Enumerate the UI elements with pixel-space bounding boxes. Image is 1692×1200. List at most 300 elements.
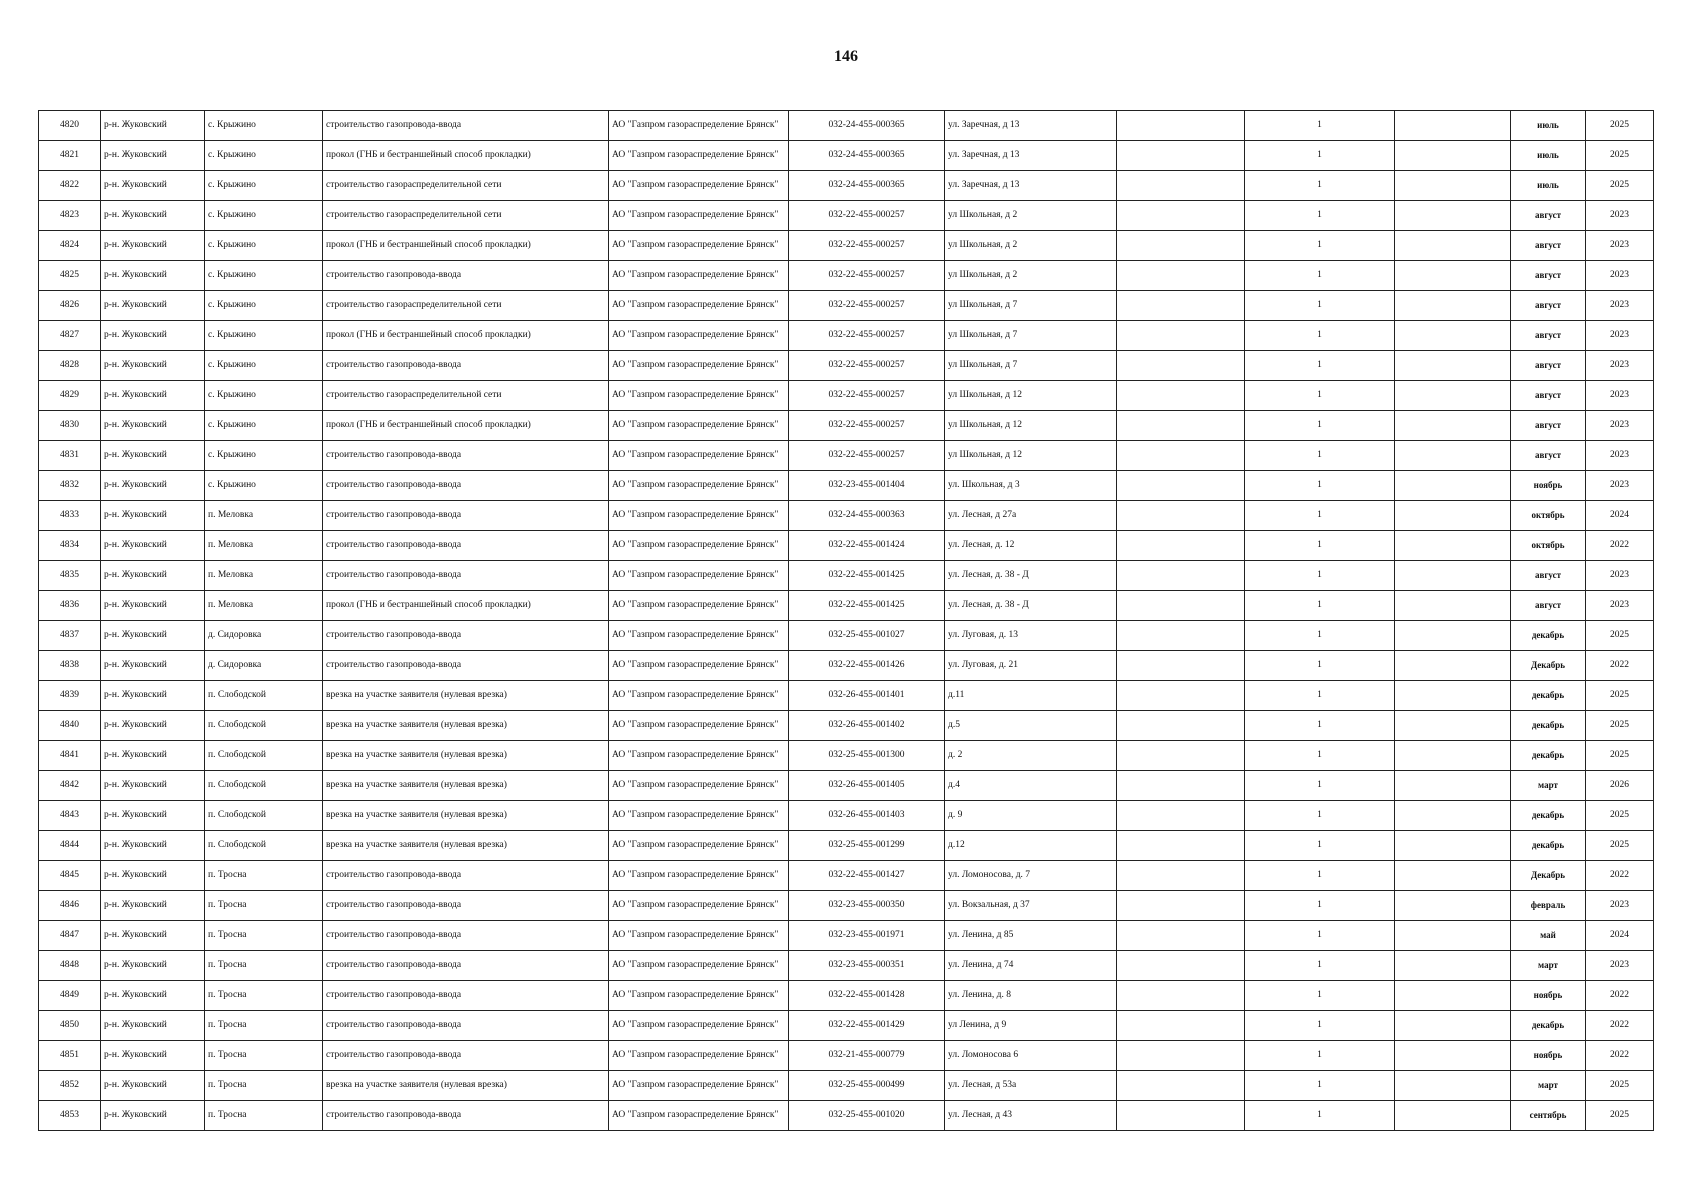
table-row <box>39 171 1654 201</box>
table-row <box>39 1011 1654 1041</box>
object-code-cell: 032-26-455-001405 <box>789 771 945 801</box>
empty-cell <box>1117 891 1245 921</box>
address-cell: ул Школьная, д 7 <box>945 321 1117 351</box>
organization-cell: АО "Газпром газораспределение Брянск" <box>609 261 789 291</box>
locality-cell: д. Сидоровка <box>205 651 323 681</box>
object-code-cell: 032-23-455-001971 <box>789 921 945 951</box>
page-number: 146 <box>834 48 858 65</box>
empty-cell <box>1395 771 1511 801</box>
quantity-cell: 1 <box>1245 231 1395 261</box>
work-type-cell: строительство газопровода-ввода <box>323 561 609 591</box>
quantity-cell: 1 <box>1245 1101 1395 1131</box>
address-cell: ул. Заречная, д 13 <box>945 141 1117 171</box>
month-cell: декабрь <box>1511 741 1586 771</box>
district-cell: р-н. Жуковский <box>101 501 205 531</box>
work-type-cell: врезка на участке заявителя (нулевая врезка) <box>323 1071 609 1101</box>
quantity-cell: 1 <box>1245 651 1395 681</box>
district-cell: р-н. Жуковский <box>101 231 205 261</box>
year-cell: 2025 <box>1586 801 1654 831</box>
empty-cell <box>1395 261 1511 291</box>
month-cell: март <box>1511 1071 1586 1101</box>
locality-cell: п. Меловка <box>205 591 323 621</box>
empty-cell <box>1117 201 1245 231</box>
month-cell: август <box>1511 261 1586 291</box>
year-cell: 2023 <box>1586 561 1654 591</box>
empty-cell <box>1395 561 1511 591</box>
object-code-cell: 032-26-455-001403 <box>789 801 945 831</box>
work-type-cell: врезка на участке заявителя (нулевая врезка) <box>323 711 609 741</box>
month-cell: ноябрь <box>1511 471 1586 501</box>
row-number: 4848 <box>39 951 101 981</box>
empty-cell <box>1395 471 1511 501</box>
district-cell: р-н. Жуковский <box>101 291 205 321</box>
empty-cell <box>1117 471 1245 501</box>
year-cell: 2022 <box>1586 1041 1654 1071</box>
empty-cell <box>1395 651 1511 681</box>
empty-cell <box>1117 411 1245 441</box>
district-cell: р-н. Жуковский <box>101 471 205 501</box>
row-number: 4840 <box>39 711 101 741</box>
row-number: 4834 <box>39 531 101 561</box>
organization-cell: АО "Газпром газораспределение Брянск" <box>609 501 789 531</box>
table-row <box>39 831 1654 861</box>
address-cell: ул. Лесная, д. 38 - Д <box>945 561 1117 591</box>
month-cell: май <box>1511 921 1586 951</box>
month-cell: август <box>1511 291 1586 321</box>
district-cell: р-н. Жуковский <box>101 681 205 711</box>
object-code-cell: 032-24-455-000365 <box>789 171 945 201</box>
quantity-cell: 1 <box>1245 531 1395 561</box>
empty-cell <box>1117 741 1245 771</box>
year-cell: 2025 <box>1586 741 1654 771</box>
work-type-cell: строительство газопровода-ввода <box>323 891 609 921</box>
address-cell: ул. Луговая, д. 21 <box>945 651 1117 681</box>
organization-cell: АО "Газпром газораспределение Брянск" <box>609 861 789 891</box>
month-cell: декабрь <box>1511 711 1586 741</box>
table-row <box>39 951 1654 981</box>
locality-cell: с. Крыжино <box>205 261 323 291</box>
empty-cell <box>1395 171 1511 201</box>
object-code-cell: 032-24-455-000365 <box>789 111 945 141</box>
row-number: 4853 <box>39 1101 101 1131</box>
work-type-cell: строительство газопровода-ввода <box>323 621 609 651</box>
organization-cell: АО "Газпром газораспределение Брянск" <box>609 681 789 711</box>
month-cell: июль <box>1511 141 1586 171</box>
table-row <box>39 231 1654 261</box>
month-cell: март <box>1511 771 1586 801</box>
empty-cell <box>1395 231 1511 261</box>
organization-cell: АО "Газпром газораспределение Брянск" <box>609 291 789 321</box>
year-cell: 2023 <box>1586 891 1654 921</box>
table-row <box>39 291 1654 321</box>
object-code-cell: 032-25-455-001020 <box>789 1101 945 1131</box>
work-type-cell: прокол (ГНБ и бестраншейный способ прокладки) <box>323 231 609 261</box>
year-cell: 2023 <box>1586 591 1654 621</box>
organization-cell: АО "Газпром газораспределение Брянск" <box>609 321 789 351</box>
empty-cell <box>1117 651 1245 681</box>
quantity-cell: 1 <box>1245 891 1395 921</box>
district-cell: р-н. Жуковский <box>101 441 205 471</box>
object-code-cell: 032-22-455-001426 <box>789 651 945 681</box>
empty-cell <box>1117 561 1245 591</box>
object-code-cell: 032-22-455-000257 <box>789 411 945 441</box>
work-type-cell: врезка на участке заявителя (нулевая врезка) <box>323 771 609 801</box>
empty-cell <box>1117 321 1245 351</box>
object-code-cell: 032-25-455-001027 <box>789 621 945 651</box>
empty-cell <box>1117 291 1245 321</box>
organization-cell: АО "Газпром газораспределение Брянск" <box>609 951 789 981</box>
address-cell: ул. Луговая, д. 13 <box>945 621 1117 651</box>
empty-cell <box>1117 381 1245 411</box>
empty-cell <box>1117 501 1245 531</box>
quantity-cell: 1 <box>1245 471 1395 501</box>
locality-cell: с. Крыжино <box>205 141 323 171</box>
locality-cell: п. Тросна <box>205 921 323 951</box>
organization-cell: АО "Газпром газораспределение Брянск" <box>609 591 789 621</box>
row-number: 4837 <box>39 621 101 651</box>
quantity-cell: 1 <box>1245 921 1395 951</box>
address-cell: ул Школьная, д 2 <box>945 201 1117 231</box>
work-type-cell: врезка на участке заявителя (нулевая врезка) <box>323 801 609 831</box>
row-number: 4822 <box>39 171 101 201</box>
quantity-cell: 1 <box>1245 111 1395 141</box>
year-cell: 2026 <box>1586 771 1654 801</box>
empty-cell <box>1117 1011 1245 1041</box>
organization-cell: АО "Газпром газораспределение Брянск" <box>609 891 789 921</box>
work-type-cell: прокол (ГНБ и бестраншейный способ прокладки) <box>323 141 609 171</box>
work-type-cell: строительство газопровода-ввода <box>323 441 609 471</box>
month-cell: ноябрь <box>1511 1041 1586 1071</box>
district-cell: р-н. Жуковский <box>101 1071 205 1101</box>
row-number: 4846 <box>39 891 101 921</box>
table-row <box>39 441 1654 471</box>
quantity-cell: 1 <box>1245 741 1395 771</box>
district-cell: р-н. Жуковский <box>101 591 205 621</box>
address-cell: ул. Вокзальная, д 37 <box>945 891 1117 921</box>
work-type-cell: строительство газопровода-ввода <box>323 501 609 531</box>
locality-cell: п. Тросна <box>205 1071 323 1101</box>
empty-cell <box>1117 771 1245 801</box>
object-code-cell: 032-22-455-001424 <box>789 531 945 561</box>
address-cell: ул Школьная, д 12 <box>945 381 1117 411</box>
organization-cell: АО "Газпром газораспределение Брянск" <box>609 441 789 471</box>
quantity-cell: 1 <box>1245 621 1395 651</box>
district-cell: р-н. Жуковский <box>101 351 205 381</box>
address-cell: ул. Лесная, д 53а <box>945 1071 1117 1101</box>
district-cell: р-н. Жуковский <box>101 531 205 561</box>
empty-cell <box>1117 111 1245 141</box>
organization-cell: АО "Газпром газораспределение Брянск" <box>609 981 789 1011</box>
locality-cell: с. Крыжино <box>205 291 323 321</box>
year-cell: 2023 <box>1586 261 1654 291</box>
month-cell: ноябрь <box>1511 981 1586 1011</box>
organization-cell: АО "Газпром газораспределение Брянск" <box>609 651 789 681</box>
object-code-cell: 032-25-455-001299 <box>789 831 945 861</box>
locality-cell: с. Крыжино <box>205 171 323 201</box>
organization-cell: АО "Газпром газораспределение Брянск" <box>609 381 789 411</box>
address-cell: ул. Заречная, д 13 <box>945 111 1117 141</box>
year-cell: 2024 <box>1586 921 1654 951</box>
district-cell: р-н. Жуковский <box>101 261 205 291</box>
month-cell: август <box>1511 411 1586 441</box>
organization-cell: АО "Газпром газораспределение Брянск" <box>609 231 789 261</box>
work-type-cell: строительство газопровода-ввода <box>323 1011 609 1041</box>
district-cell: р-н. Жуковский <box>101 921 205 951</box>
quantity-cell: 1 <box>1245 1041 1395 1071</box>
object-code-cell: 032-22-455-000257 <box>789 321 945 351</box>
table-row <box>39 201 1654 231</box>
empty-cell <box>1117 261 1245 291</box>
table-row <box>39 681 1654 711</box>
empty-cell <box>1117 531 1245 561</box>
row-number: 4842 <box>39 771 101 801</box>
month-cell: февраль <box>1511 891 1586 921</box>
empty-cell <box>1395 861 1511 891</box>
locality-cell: п. Тросна <box>205 1011 323 1041</box>
empty-cell <box>1395 351 1511 381</box>
empty-cell <box>1117 801 1245 831</box>
month-cell: август <box>1511 351 1586 381</box>
month-cell: декабрь <box>1511 681 1586 711</box>
work-type-cell: строительство газопровода-ввода <box>323 111 609 141</box>
organization-cell: АО "Газпром газораспределение Брянск" <box>609 801 789 831</box>
quantity-cell: 1 <box>1245 951 1395 981</box>
quantity-cell: 1 <box>1245 261 1395 291</box>
address-cell: ул Школьная, д 2 <box>945 261 1117 291</box>
row-number: 4847 <box>39 921 101 951</box>
address-cell: ул Школьная, д 7 <box>945 351 1117 381</box>
empty-cell <box>1395 591 1511 621</box>
month-cell: август <box>1511 381 1586 411</box>
row-number: 4821 <box>39 141 101 171</box>
district-cell: р-н. Жуковский <box>101 1101 205 1131</box>
district-cell: р-н. Жуковский <box>101 1041 205 1071</box>
locality-cell: п. Слободской <box>205 831 323 861</box>
district-cell: р-н. Жуковский <box>101 741 205 771</box>
object-code-cell: 032-22-455-000257 <box>789 201 945 231</box>
address-cell: ул. Ленина, д. 8 <box>945 981 1117 1011</box>
year-cell: 2023 <box>1586 201 1654 231</box>
table-row <box>39 411 1654 441</box>
work-type-cell: строительство газопровода-ввода <box>323 351 609 381</box>
table-row <box>39 501 1654 531</box>
locality-cell: п. Тросна <box>205 891 323 921</box>
address-cell: ул. Ленина, д 85 <box>945 921 1117 951</box>
work-type-cell: строительство газопровода-ввода <box>323 951 609 981</box>
object-code-cell: 032-23-455-000350 <box>789 891 945 921</box>
address-cell: д.4 <box>945 771 1117 801</box>
month-cell: август <box>1511 321 1586 351</box>
empty-cell <box>1117 441 1245 471</box>
organization-cell: АО "Газпром газораспределение Брянск" <box>609 531 789 561</box>
address-cell: ул Школьная, д 2 <box>945 231 1117 261</box>
empty-cell <box>1395 891 1511 921</box>
empty-cell <box>1117 621 1245 651</box>
organization-cell: АО "Газпром газораспределение Брянск" <box>609 1011 789 1041</box>
organization-cell: АО "Газпром газораспределение Брянск" <box>609 351 789 381</box>
address-cell: д.11 <box>945 681 1117 711</box>
empty-cell <box>1395 951 1511 981</box>
district-cell: р-н. Жуковский <box>101 141 205 171</box>
district-cell: р-н. Жуковский <box>101 111 205 141</box>
district-cell: р-н. Жуковский <box>101 891 205 921</box>
address-cell: ул. Лесная, д. 38 - Д <box>945 591 1117 621</box>
object-code-cell: 032-22-455-000257 <box>789 351 945 381</box>
empty-cell <box>1117 351 1245 381</box>
object-code-cell: 032-22-455-001429 <box>789 1011 945 1041</box>
quantity-cell: 1 <box>1245 561 1395 591</box>
quantity-cell: 1 <box>1245 771 1395 801</box>
quantity-cell: 1 <box>1245 1011 1395 1041</box>
quantity-cell: 1 <box>1245 831 1395 861</box>
month-cell: август <box>1511 441 1586 471</box>
district-cell: р-н. Жуковский <box>101 951 205 981</box>
locality-cell: п. Слободской <box>205 801 323 831</box>
locality-cell: п. Меловка <box>205 531 323 561</box>
year-cell: 2025 <box>1586 171 1654 201</box>
object-code-cell: 032-22-455-000257 <box>789 291 945 321</box>
row-number: 4849 <box>39 981 101 1011</box>
year-cell: 2025 <box>1586 621 1654 651</box>
year-cell: 2023 <box>1586 231 1654 261</box>
quantity-cell: 1 <box>1245 501 1395 531</box>
locality-cell: п. Слободской <box>205 711 323 741</box>
table-row <box>39 531 1654 561</box>
address-cell: ул. Ленина, д 74 <box>945 951 1117 981</box>
organization-cell: АО "Газпром газораспределение Брянск" <box>609 831 789 861</box>
year-cell: 2022 <box>1586 1011 1654 1041</box>
organization-cell: АО "Газпром газораспределение Брянск" <box>609 711 789 741</box>
empty-cell <box>1395 1071 1511 1101</box>
empty-cell <box>1395 681 1511 711</box>
table-row <box>39 141 1654 171</box>
empty-cell <box>1395 381 1511 411</box>
year-cell: 2023 <box>1586 381 1654 411</box>
organization-cell: АО "Газпром газораспределение Брянск" <box>609 1101 789 1131</box>
row-number: 4831 <box>39 441 101 471</box>
table-row <box>39 741 1654 771</box>
locality-cell: п. Слободской <box>205 741 323 771</box>
month-cell: декабрь <box>1511 1011 1586 1041</box>
organization-cell: АО "Газпром газораспределение Брянск" <box>609 1071 789 1101</box>
row-number: 4824 <box>39 231 101 261</box>
table-row <box>39 921 1654 951</box>
table-row <box>39 981 1654 1011</box>
locality-cell: с. Крыжино <box>205 231 323 261</box>
row-number: 4820 <box>39 111 101 141</box>
row-number: 4825 <box>39 261 101 291</box>
year-cell: 2023 <box>1586 411 1654 441</box>
quantity-cell: 1 <box>1245 201 1395 231</box>
month-cell: декабрь <box>1511 831 1586 861</box>
quantity-cell: 1 <box>1245 681 1395 711</box>
organization-cell: АО "Газпром газораспределение Брянск" <box>609 471 789 501</box>
district-cell: р-н. Жуковский <box>101 861 205 891</box>
table-row <box>39 111 1654 141</box>
row-number: 4828 <box>39 351 101 381</box>
empty-cell <box>1395 501 1511 531</box>
table-row <box>39 621 1654 651</box>
row-number: 4838 <box>39 651 101 681</box>
table-row <box>39 591 1654 621</box>
locality-cell: п. Тросна <box>205 1041 323 1071</box>
month-cell: август <box>1511 201 1586 231</box>
row-number: 4829 <box>39 381 101 411</box>
district-cell: р-н. Жуковский <box>101 981 205 1011</box>
month-cell: август <box>1511 231 1586 261</box>
empty-cell <box>1117 591 1245 621</box>
object-code-cell: 032-22-455-001428 <box>789 981 945 1011</box>
empty-cell <box>1395 741 1511 771</box>
row-number: 4839 <box>39 681 101 711</box>
district-cell: р-н. Жуковский <box>101 171 205 201</box>
quantity-cell: 1 <box>1245 291 1395 321</box>
quantity-cell: 1 <box>1245 591 1395 621</box>
address-cell: д. 2 <box>945 741 1117 771</box>
locality-cell: п. Слободской <box>205 771 323 801</box>
empty-cell <box>1117 171 1245 201</box>
work-type-cell: прокол (ГНБ и бестраншейный способ прокладки) <box>323 321 609 351</box>
empty-cell <box>1395 531 1511 561</box>
empty-cell <box>1395 711 1511 741</box>
row-number: 4827 <box>39 321 101 351</box>
address-cell: ул. Заречная, д 13 <box>945 171 1117 201</box>
year-cell: 2023 <box>1586 951 1654 981</box>
work-type-cell: строительство газопровода-ввода <box>323 1101 609 1131</box>
table-row <box>39 321 1654 351</box>
address-cell: ул. Лесная, д. 12 <box>945 531 1117 561</box>
locality-cell: с. Крыжино <box>205 321 323 351</box>
month-cell: декабрь <box>1511 801 1586 831</box>
locality-cell: с. Крыжино <box>205 111 323 141</box>
month-cell: Декабрь <box>1511 651 1586 681</box>
quantity-cell: 1 <box>1245 1071 1395 1101</box>
district-cell: р-н. Жуковский <box>101 621 205 651</box>
table-row <box>39 1041 1654 1071</box>
row-number: 4832 <box>39 471 101 501</box>
district-cell: р-н. Жуковский <box>101 411 205 441</box>
organization-cell: АО "Газпром газораспределение Брянск" <box>609 621 789 651</box>
object-code-cell: 032-22-455-000257 <box>789 441 945 471</box>
table-row <box>39 771 1654 801</box>
organization-cell: АО "Газпром газораспределение Брянск" <box>609 201 789 231</box>
year-cell: 2025 <box>1586 1101 1654 1131</box>
table-row <box>39 561 1654 591</box>
quantity-cell: 1 <box>1245 801 1395 831</box>
table-row <box>39 381 1654 411</box>
empty-cell <box>1117 831 1245 861</box>
district-cell: р-н. Жуковский <box>101 201 205 231</box>
month-cell: октябрь <box>1511 531 1586 561</box>
locality-cell: с. Крыжино <box>205 201 323 231</box>
address-cell: д.12 <box>945 831 1117 861</box>
work-type-cell: врезка на участке заявителя (нулевая врезка) <box>323 681 609 711</box>
district-cell: р-н. Жуковский <box>101 1011 205 1041</box>
year-cell: 2025 <box>1586 681 1654 711</box>
object-code-cell: 032-24-455-000365 <box>789 141 945 171</box>
row-number: 4830 <box>39 411 101 441</box>
object-code-cell: 032-25-455-000499 <box>789 1071 945 1101</box>
work-type-cell: строительство газопровода-ввода <box>323 261 609 291</box>
object-code-cell: 032-22-455-000257 <box>789 261 945 291</box>
organization-cell: АО "Газпром газораспределение Брянск" <box>609 741 789 771</box>
organization-cell: АО "Газпром газораспределение Брянск" <box>609 171 789 201</box>
row-number: 4851 <box>39 1041 101 1071</box>
locality-cell: п. Тросна <box>205 981 323 1011</box>
empty-cell <box>1117 861 1245 891</box>
address-cell: д.5 <box>945 711 1117 741</box>
empty-cell <box>1395 831 1511 861</box>
